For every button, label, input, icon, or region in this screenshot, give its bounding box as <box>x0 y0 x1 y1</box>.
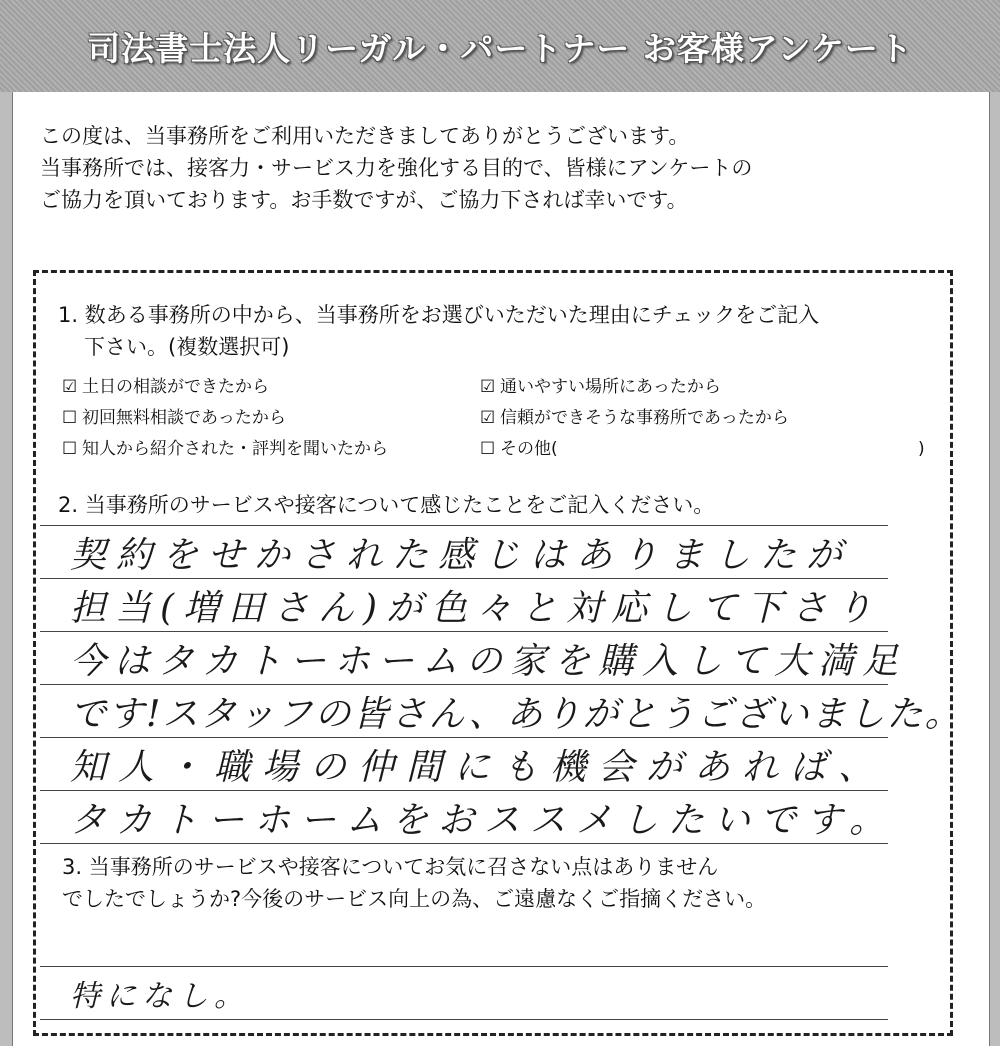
option-label: 初回無料相談であったから <box>82 408 286 428</box>
answer-rule <box>40 966 888 967</box>
answer-rule <box>40 1019 888 1020</box>
intro-line: この度は、当事務所をご利用いただきましてありがとうございます。 <box>40 124 690 148</box>
intro-line: 当事務所では、接客力・サービス力を強化する目的で、皆様にアンケートの <box>40 156 753 180</box>
checkbox-icon[interactable]: ☐ <box>62 439 78 459</box>
survey-title: 司法書士法人リーガル・パートナー お客様アンケート <box>87 28 913 68</box>
q2-answer-line: 契約をせかされた感じはありましたが <box>70 535 853 576</box>
q2-answer-line: タカトーホームをおススメしたいです。 <box>70 800 896 841</box>
q1-other-close-paren: ) <box>918 439 925 459</box>
intro-text <box>40 120 960 216</box>
option-label: その他( <box>500 439 558 459</box>
q1-option-referral[interactable] <box>62 438 388 460</box>
checkbox-icon[interactable]: ☐ <box>480 439 496 459</box>
survey-header <box>0 0 1000 92</box>
q3-title-line2: でしたでしょうか?今後のサービス向上の為、ご遠慮なくご指摘ください。 <box>62 887 767 911</box>
q2-answer-line: 担当(増田さん)が色々と対応して下さり <box>70 588 882 629</box>
answer-rule <box>40 631 888 632</box>
q3-title-line1: 3. 当事務所のサービスや接客についてお気に召さない点はありません <box>62 855 719 879</box>
answer-rule <box>40 684 888 685</box>
q2-title: 2. 当事務所のサービスや接客について感じたことをご記入ください。 <box>58 493 715 517</box>
checkbox-checked-icon[interactable]: ☑ <box>62 377 78 397</box>
option-label: 土日の相談ができたから <box>82 377 269 397</box>
q1-option-weekend[interactable] <box>62 376 269 398</box>
q2-answer-line: 今はタカトーホームの家を購入して大満足 <box>70 641 907 682</box>
checkbox-checked-icon[interactable]: ☑ <box>480 408 496 428</box>
option-label: 通いやすい場所にあったから <box>500 377 721 397</box>
q1-title-line2: 下さい。(複数選択可) <box>84 335 290 359</box>
answer-rule <box>40 578 888 579</box>
answer-rule <box>40 737 888 738</box>
option-label: 信頼ができそうな事務所であったから <box>500 408 789 428</box>
q1-option-location[interactable] <box>480 376 721 398</box>
q3-answer-line: 特になし。 <box>70 979 250 1014</box>
checkbox-checked-icon[interactable]: ☑ <box>480 377 496 397</box>
answer-rule <box>40 843 888 844</box>
q1-option-other[interactable] <box>480 438 558 460</box>
q1-title-line1: 1. 数ある事務所の中から、当事務所をお選びいただいた理由にチェックをご記入 <box>58 303 820 327</box>
q1-option-free-consult[interactable] <box>62 407 286 429</box>
q1-option-trust[interactable] <box>480 407 789 429</box>
intro-line: ご協力を頂いております。お手数ですが、ご協力下されば幸いです。 <box>40 188 688 212</box>
q2-answer-line: です!スタッフの皆さん、ありがとうございました。 <box>70 694 963 735</box>
q2-answer-line: 知人・職場の仲間にも機会があれば、 <box>70 747 887 788</box>
answer-rule <box>40 790 888 791</box>
answer-rule <box>40 525 888 526</box>
checkbox-icon[interactable]: ☐ <box>62 408 78 428</box>
option-label: 知人から紹介された・評判を聞いたから <box>82 439 388 459</box>
